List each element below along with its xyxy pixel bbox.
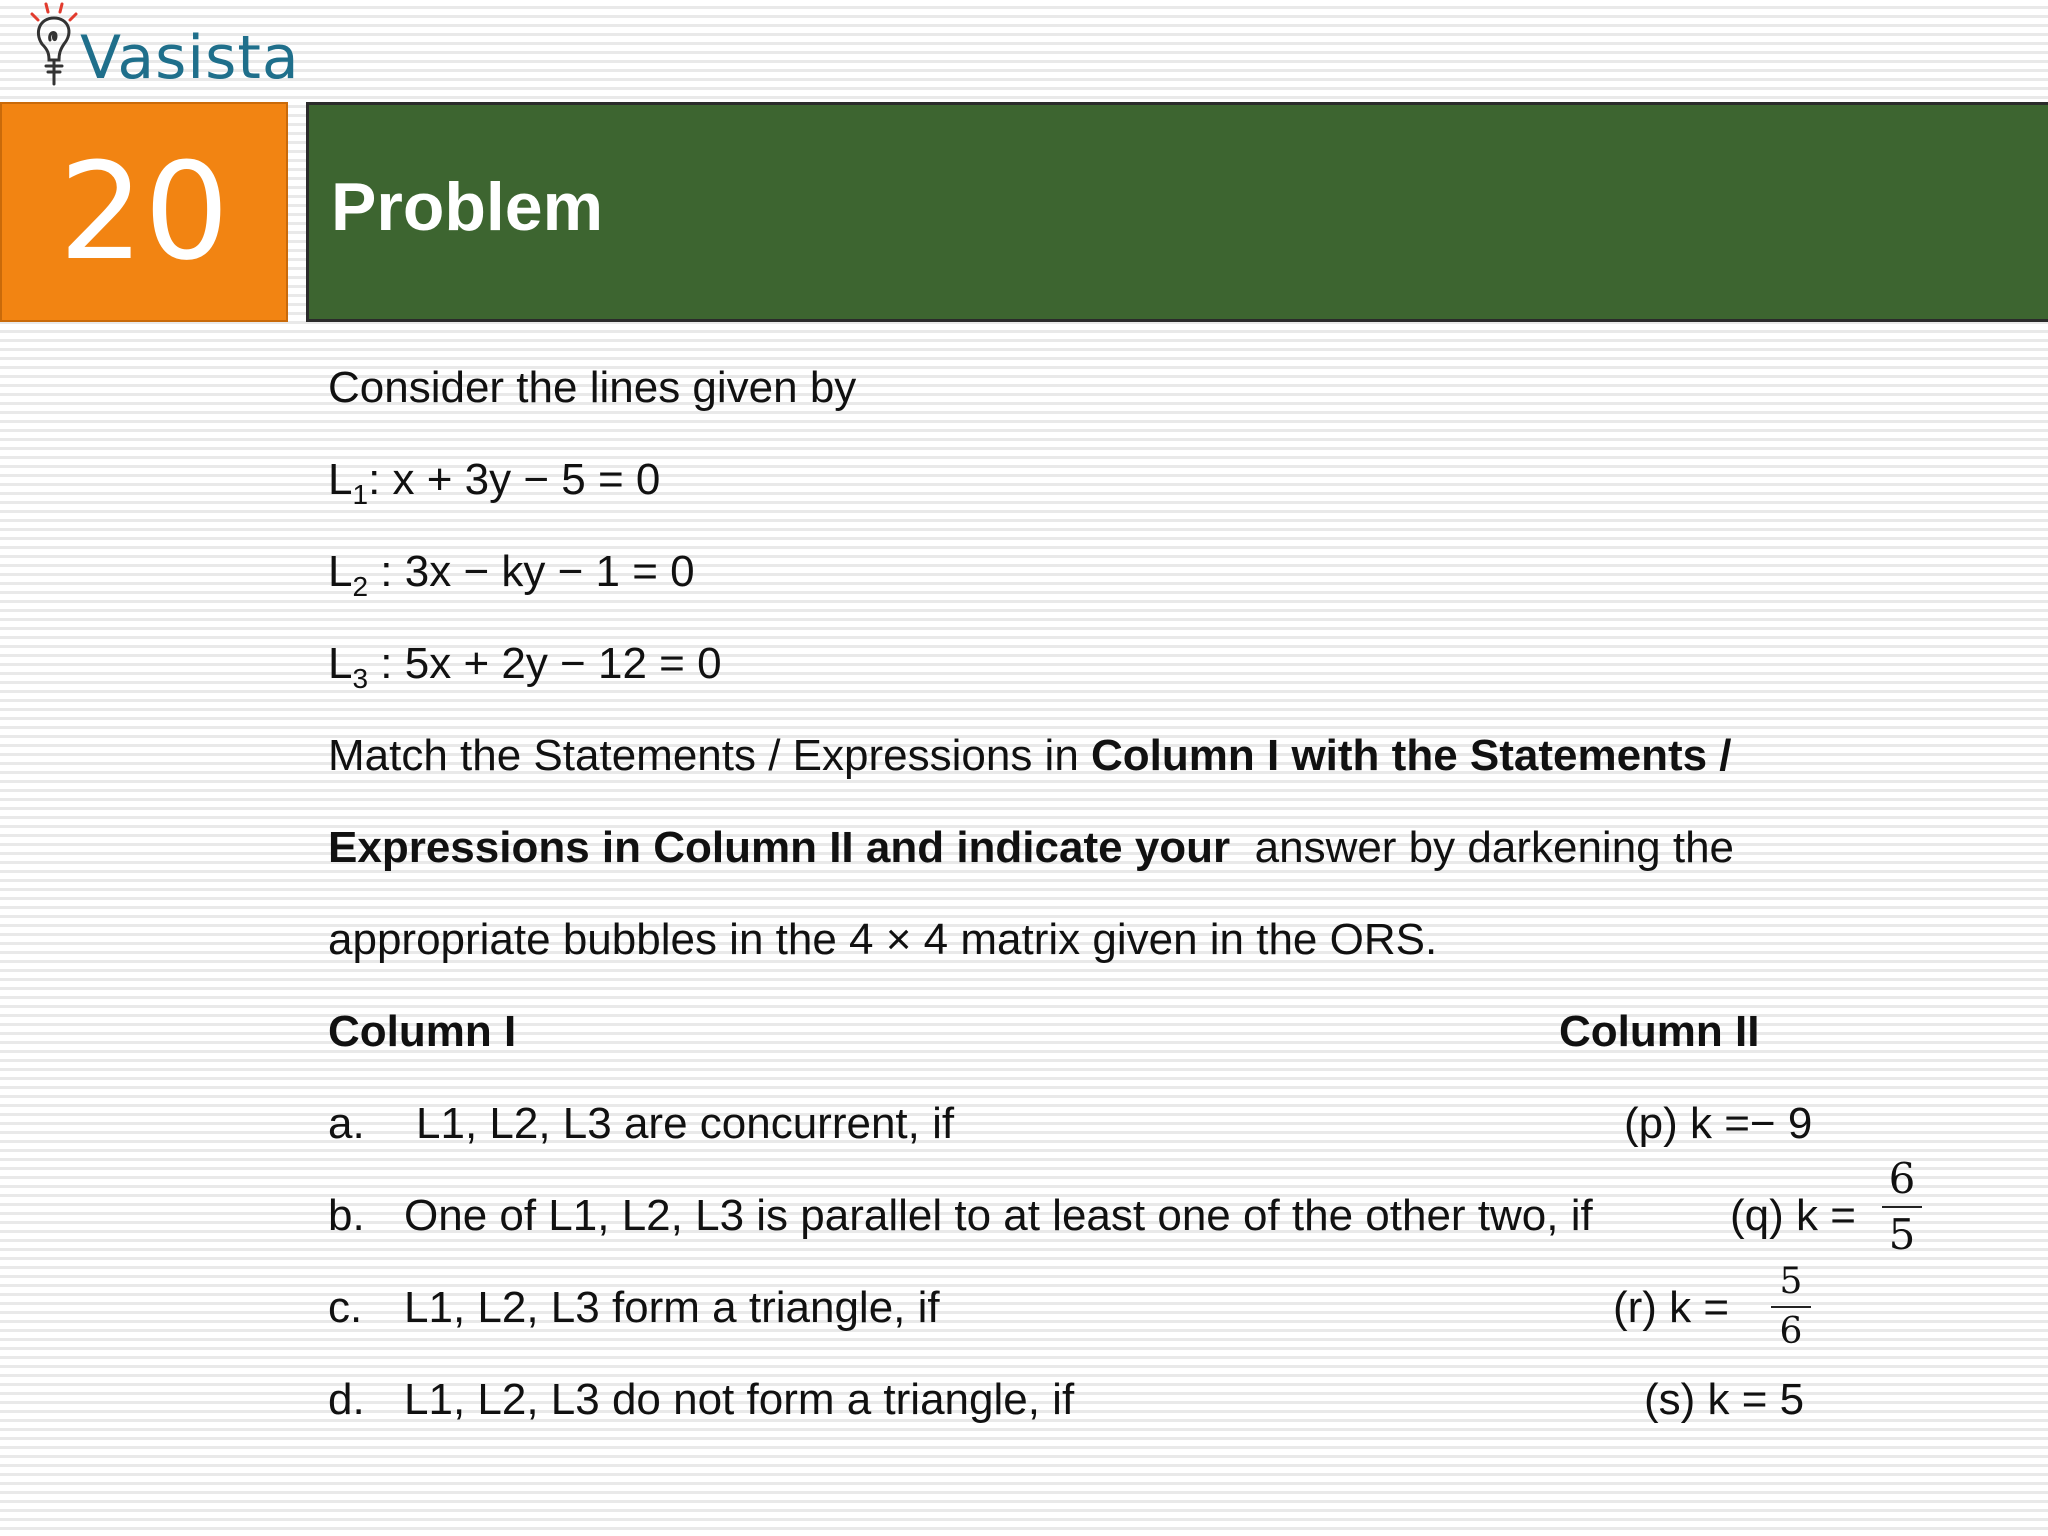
problem-content (328, 350, 1948, 1454)
match-row-d (328, 1362, 1948, 1454)
intro-text: Consider the lines given by (328, 363, 857, 412)
logo-text: Vasista (80, 23, 300, 93)
item-label: a. (328, 1099, 365, 1148)
fraction-r (1771, 1261, 1811, 1352)
item-text: L1, L2, L3 do not form a triangle, if (404, 1375, 1075, 1424)
column-headers (328, 994, 1948, 1086)
vasista-logo (22, 0, 300, 100)
fraction-q (1882, 1154, 1922, 1259)
option-s: (s) k = 5 (1644, 1375, 1805, 1424)
item-label: d. (328, 1375, 365, 1424)
option-r: (r) k = (1613, 1283, 1742, 1332)
match-row-c (328, 1261, 1948, 1362)
equation-l1: $L_1$: x + 3y − 5 = 0 (328, 455, 661, 510)
slide-number-box (0, 102, 288, 322)
item-text: L1, L2, L3 form a triangle, if (404, 1283, 940, 1332)
fraction-denominator: 6 (1779, 1311, 1803, 1352)
option-p: (p) k =− 9 (1624, 1099, 1813, 1148)
instruction-line-1: Match the Statements / Expressions in Column I with the Statements / (328, 731, 1732, 780)
slide-title: Problem (331, 169, 604, 245)
equation-l2: $L_2$ : 3x − ky − 1 = 0 (328, 547, 695, 602)
title-bar (306, 102, 2048, 322)
equation-l3: $L_3$ : 5x + 2y − 12 = 0 (328, 639, 722, 694)
slide-number: 20 (58, 134, 230, 290)
fraction-numerator: 6 (1882, 1158, 1922, 1208)
item-text: One of L1, L2, L3 is parallel to at least one of the other two, if (404, 1191, 1593, 1240)
lightbulb-icon (22, 0, 86, 92)
instruction-line-2: Expressions in Column II and indicate your answer by darkening the (328, 823, 1735, 872)
match-row-b (328, 1154, 1948, 1270)
column-2-header: Column II (1559, 1007, 1760, 1056)
item-text: L1, L2, L3 are concurrent, if (416, 1099, 955, 1148)
item-label: c. (328, 1283, 363, 1332)
match-row-a (328, 1086, 1948, 1178)
instruction-line-3: appropriate bubbles in the 4 × 4 matrix given in the ORS. (328, 915, 1438, 964)
fraction-numerator: 5 (1771, 1264, 1811, 1308)
column-1-header: Column I (328, 1007, 517, 1056)
fraction-denominator: 5 (1888, 1210, 1916, 1259)
item-label: b. (328, 1191, 365, 1240)
option-q: (q) k = (1730, 1191, 1869, 1240)
